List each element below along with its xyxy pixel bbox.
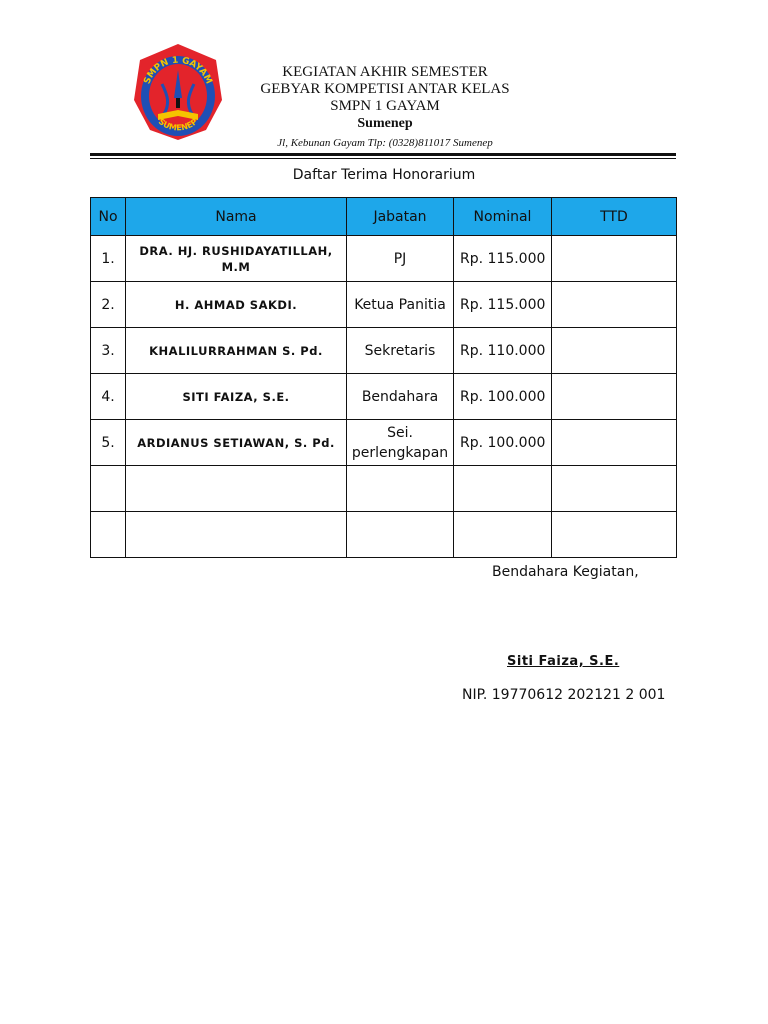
row-number: 2.: [91, 282, 126, 328]
jabatan-line-1: PJ: [393, 250, 407, 267]
row-jabatan: [347, 466, 454, 512]
row-nama: [126, 466, 347, 512]
school-logo: [128, 40, 228, 144]
row-jabatan: [347, 512, 454, 558]
row-nama: ARDIANUS SETIAWAN, S. Pd.: [126, 420, 347, 466]
logo-bottom-text: SUMENEP: [156, 117, 200, 133]
row-nominal: Rp. 110.000: [454, 328, 552, 374]
row-nominal: Rp. 115.000: [454, 236, 552, 282]
row-ttd: [552, 420, 677, 466]
column-header-jabatan: Jabatan: [347, 198, 454, 236]
row-nama: KHALILURRAHMAN S. Pd.: [126, 328, 347, 374]
header-divider-thin: [90, 158, 676, 159]
row-nominal: Rp. 100.000: [454, 420, 552, 466]
row-nominal: Rp. 115.000: [454, 282, 552, 328]
table-row: [91, 282, 677, 328]
column-header-nama: Nama: [126, 198, 347, 236]
document-title: Daftar Terima Honorarium: [292, 167, 476, 183]
row-number: 4.: [91, 374, 126, 420]
table-row: [91, 466, 677, 512]
row-number: [91, 466, 126, 512]
row-nominal: Rp. 100.000: [454, 374, 552, 420]
table-row: [91, 374, 677, 420]
row-ttd: [552, 328, 677, 374]
row-jabatan: [347, 420, 454, 466]
row-nominal: [454, 512, 552, 558]
jabatan-line-1: Sei.: [387, 424, 413, 441]
nama-line-1: DRA. HJ. RUSHIDAYATILLAH,: [139, 243, 333, 258]
letterhead: [240, 64, 530, 149]
logo-top-text: SMPN 1 GAYAM: [142, 55, 214, 86]
row-jabatan: Sekretaris: [347, 328, 454, 374]
signature-name: Siti Faiza, S.E.: [507, 654, 620, 669]
row-jabatan: Bendahara: [347, 374, 454, 420]
jabatan-line-2: perlengkapan: [351, 444, 449, 461]
row-nama: [126, 236, 347, 282]
row-jabatan: [347, 236, 454, 282]
header-line-4: Sumenep: [357, 116, 413, 131]
honorarium-table: [90, 197, 677, 558]
column-header-ttd: TTD: [552, 198, 677, 236]
header-line-3: SMPN 1 GAYAM: [330, 98, 440, 114]
header-address: Jl, Kebunan Gayam Tlp: (0328)811017 Sumenep: [277, 137, 493, 149]
header-line-2: GEBYAR KOMPETISI ANTAR KELAS: [260, 81, 510, 97]
header-line-1: KEGIATAN AKHIR SEMESTER: [282, 64, 488, 80]
row-ttd: [552, 236, 677, 282]
column-header-no: No: [91, 198, 126, 236]
table-row: [91, 236, 677, 282]
row-nominal: [454, 466, 552, 512]
signature-nip: NIP. 19770612 202121 2 001: [462, 687, 666, 703]
row-number: 1.: [91, 236, 126, 282]
row-ttd: [552, 512, 677, 558]
row-nama: [126, 512, 347, 558]
table-header-row: [91, 198, 677, 236]
row-number: 3.: [91, 328, 126, 374]
header-divider-thick: [90, 153, 676, 156]
column-header-nominal: Nominal: [454, 198, 552, 236]
signature-role: Bendahara Kegiatan,: [492, 564, 639, 580]
table-row: [91, 512, 677, 558]
table-row: [91, 420, 677, 466]
row-number: 5.: [91, 420, 126, 466]
row-jabatan: Ketua Panitia: [347, 282, 454, 328]
table-row: [91, 328, 677, 374]
row-ttd: [552, 466, 677, 512]
row-nama: H. AHMAD SAKDI.: [126, 282, 347, 328]
row-ttd: [552, 374, 677, 420]
row-ttd: [552, 282, 677, 328]
nama-line-2: M.M: [221, 259, 251, 274]
row-nama: SITI FAIZA, S.E.: [126, 374, 347, 420]
row-number: [91, 512, 126, 558]
